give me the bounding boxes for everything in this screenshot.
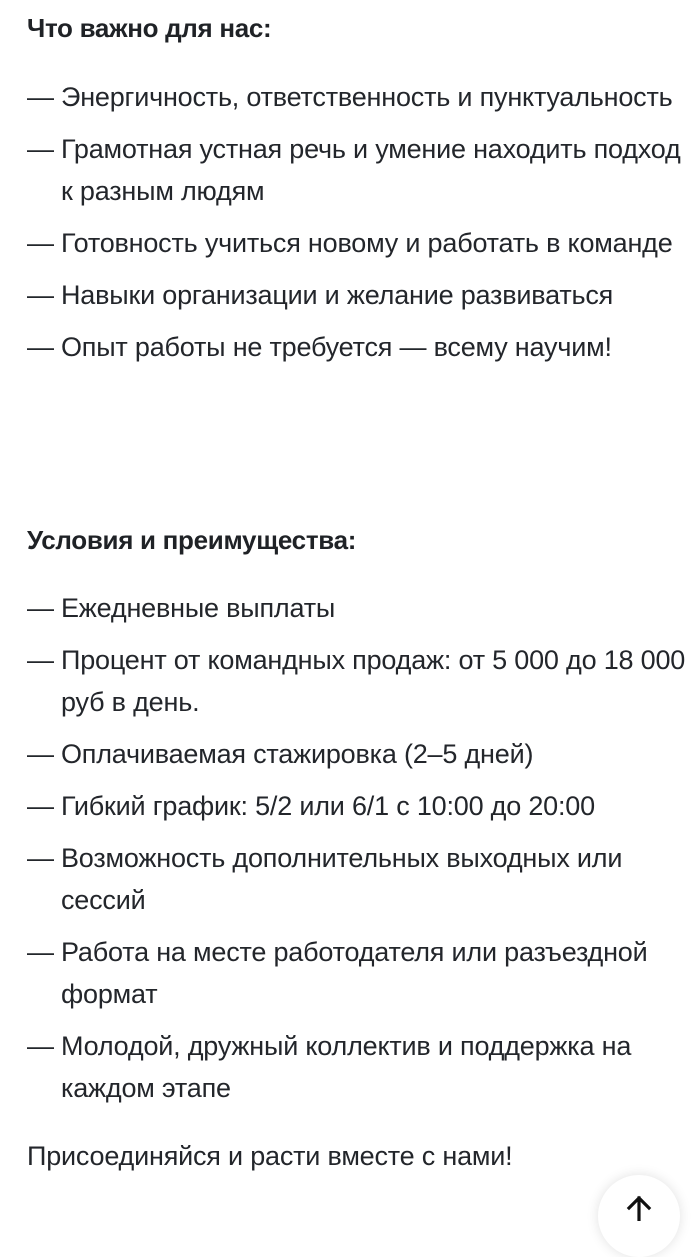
list-item bbox=[27, 785, 687, 827]
dash-bullet: — bbox=[27, 1031, 54, 1061]
closing-text: Присоединяйся и расти вместе с нами! bbox=[27, 1141, 513, 1171]
scroll-to-top-button[interactable] bbox=[598, 1175, 680, 1257]
dash-bullet: — bbox=[27, 937, 54, 967]
dash-bullet: — bbox=[27, 332, 54, 362]
list-item bbox=[27, 733, 687, 775]
list-item-text: Энергичность, ответственность и пунктуальность bbox=[61, 82, 673, 112]
list-item-text: Готовность учиться новому и работать в команде bbox=[61, 228, 673, 258]
list-item bbox=[27, 931, 687, 1015]
dash-bullet: — bbox=[27, 791, 54, 821]
requirements-list bbox=[27, 76, 687, 378]
list-item-text: Оплачиваемая стажировка (2–5 дней) bbox=[61, 739, 534, 769]
list-item-text: Грамотная устная речь и умение находить подход к разным людям bbox=[61, 134, 681, 206]
arrow-up-icon bbox=[626, 1195, 652, 1221]
dash-bullet: — bbox=[27, 645, 54, 675]
list-item-text: Ежедневные выплаты bbox=[61, 593, 336, 623]
conditions-list bbox=[27, 587, 687, 1119]
list-item bbox=[27, 639, 687, 723]
list-item bbox=[27, 326, 687, 368]
list-item-text: Гибкий график: 5/2 или 6/1 с 10:00 до 20:00 bbox=[61, 791, 595, 821]
list-item-text: Возможность дополнительных выходных или сессий bbox=[61, 843, 623, 915]
dash-bullet: — bbox=[27, 843, 54, 873]
list-item bbox=[27, 587, 687, 629]
dash-bullet: — bbox=[27, 593, 54, 623]
dash-bullet: — bbox=[27, 280, 54, 310]
dash-bullet: — bbox=[27, 82, 54, 112]
list-item bbox=[27, 128, 687, 212]
list-item-text: Опыт работы не требуется — всему научим! bbox=[61, 332, 612, 362]
list-item bbox=[27, 222, 687, 264]
dash-bullet: — bbox=[27, 739, 54, 769]
list-item-text: Молодой, дружный коллектив и поддержка на каждом этапе bbox=[61, 1031, 632, 1103]
list-item bbox=[27, 837, 687, 921]
list-item bbox=[27, 274, 687, 316]
requirements-title: Что важно для нас: bbox=[27, 13, 272, 43]
list-item bbox=[27, 76, 687, 118]
list-item-text: Навыки организации и желание развиваться bbox=[61, 280, 614, 310]
conditions-title: Условия и преимущества: bbox=[27, 525, 357, 555]
dash-bullet: — bbox=[27, 228, 54, 258]
dash-bullet: — bbox=[27, 134, 54, 164]
list-item bbox=[27, 1025, 687, 1109]
list-item-text: Процент от командных продаж: от 5 000 до 18 000 руб в день. bbox=[61, 645, 686, 717]
list-item-text: Работа на месте работодателя или разъездной формат bbox=[61, 937, 648, 1009]
